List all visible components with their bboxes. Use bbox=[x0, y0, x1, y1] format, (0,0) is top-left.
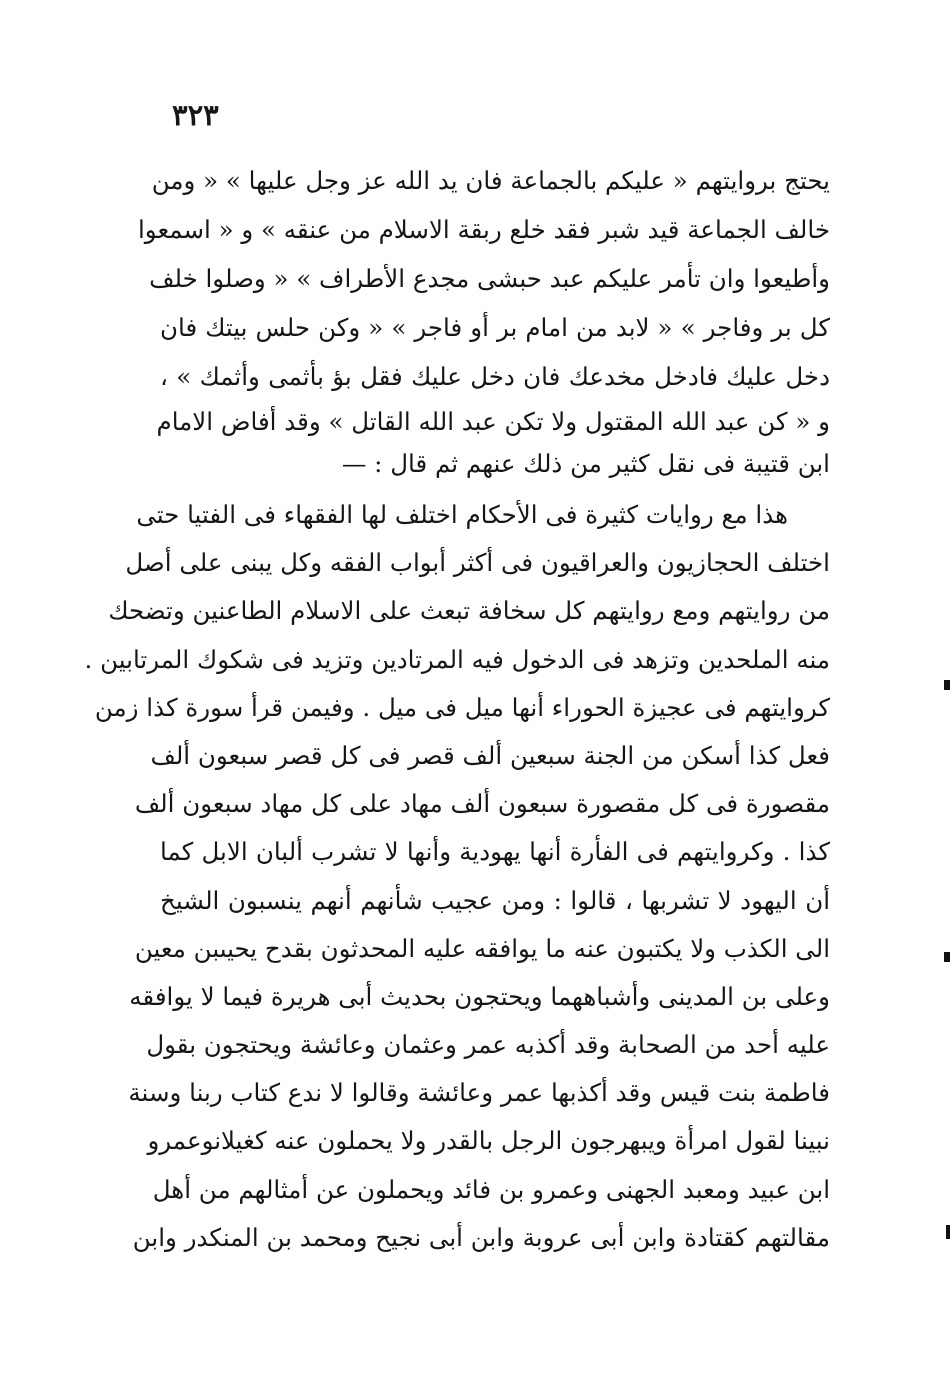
page-number: ٣٢٣ bbox=[172, 98, 219, 132]
text-line: كل بر وفاجر » « لابد من امام بر أو فاجر » « وكن حلس بيتك فان bbox=[160, 313, 830, 342]
text-line: فاطمة بنت قيس وقد أكذبها عمر وعائشة وقالوا لا ندع كتاب ربنا وسنة bbox=[128, 1078, 830, 1108]
text-line: دخل عليك فادخل مخدعك فان دخل عليك فقل بؤ بأثمى وأثمك » ، bbox=[160, 362, 830, 391]
text-line: من روايتهم ومع روايتهم كل سخافة تبعث على الاسلام الطاعنين وتضحك bbox=[108, 596, 830, 626]
text-line: هذا مع روايات كثيرة فى الأحكام اختلف لها الفقهاء فى الفتيا حتى bbox=[136, 500, 788, 529]
text-line: وأطيعوا وان تأمر عليكم عبد حبشى مجدع الأطراف » « وصلوا خلف bbox=[149, 264, 830, 293]
text-line: أن اليهود لا تشربها ، قالوا : ومن عجيب شأنهم أنهم ينسبون الشيخ bbox=[160, 885, 830, 915]
text-line: ابن قتيبة فى نقل كثير من ذلك عنهم ثم قال : — bbox=[341, 449, 830, 478]
text-line: خالف الجماعة قيد شبر فقد خلع ربقة الاسلام من عنقه » و « اسمعوا bbox=[138, 215, 830, 244]
text-line: ابن عبيد ومعبد الجهنى وعمرو بن فائد ويحملون عن أمثالهم من أهل bbox=[152, 1174, 830, 1204]
text-line: و « كن عبد الله المقتول ولا تكن عبد الله القاتل » وقد أفاض الامام bbox=[156, 407, 830, 436]
paragraph-1 bbox=[138, 156, 830, 485]
binding-mark bbox=[946, 1225, 950, 1239]
text-line: الى الكذب ولا يكتبون عنه ما يوافقه عليه المحدثون بقدح يحيىبن معين bbox=[134, 933, 830, 963]
text-line: اختلف الحجازيون والعراقيون فى أكثر أبواب الفقه وكل يبنى على أصل bbox=[125, 548, 830, 578]
text-line: كروايتهم فى عجيزة الحوراء أنها ميل فى ميل . وفيمن قرأ سورة كذا زمن bbox=[94, 692, 830, 722]
binding-mark bbox=[944, 680, 950, 690]
text-line: يحتج بروايتهم « عليكم بالجماعة فان يد الله عز وجل عليها » « ومن bbox=[151, 166, 830, 195]
text-line: وعلى بن المدينى وأشباههما ويحتجون بحديث أبى هريرة فيما لا يوافقه bbox=[129, 981, 830, 1011]
text-line: مقصورة فى كل مقصورة سبعون ألف مهاد على كل مهاد سبعون ألف bbox=[134, 789, 830, 819]
text-line: عليه أحد من الصحابة وقد أكذبه عمر وعثمان وعائشة ويحتجون بقول bbox=[146, 1030, 830, 1060]
binding-mark bbox=[944, 952, 950, 962]
text-line: كذا . وكروايتهم فى الفأرة أنها يهودية وأنها لا تشرب ألبان الابل كما bbox=[160, 837, 830, 867]
text-line: منه الملحدين وتزهد فى الدخول فيه المرتادين وتزيد فى شكوك المرتابين . bbox=[84, 644, 830, 674]
text-line: فعل كذا أسكن من الجنة سبعين ألف قصر فى كل قصر سبعون ألف bbox=[150, 740, 830, 770]
paragraph-2 bbox=[84, 491, 830, 1262]
text-line: مقالتهم كقتادة وابن أبى عروبة وابن أبى نجيح ومحمد بن المنكدر وابن bbox=[132, 1222, 830, 1252]
text-line: نبينا لقول امرأة ويبهرجون الرجل بالقدر ولا يحملون عنه كغيلانوعمرو bbox=[147, 1126, 830, 1156]
